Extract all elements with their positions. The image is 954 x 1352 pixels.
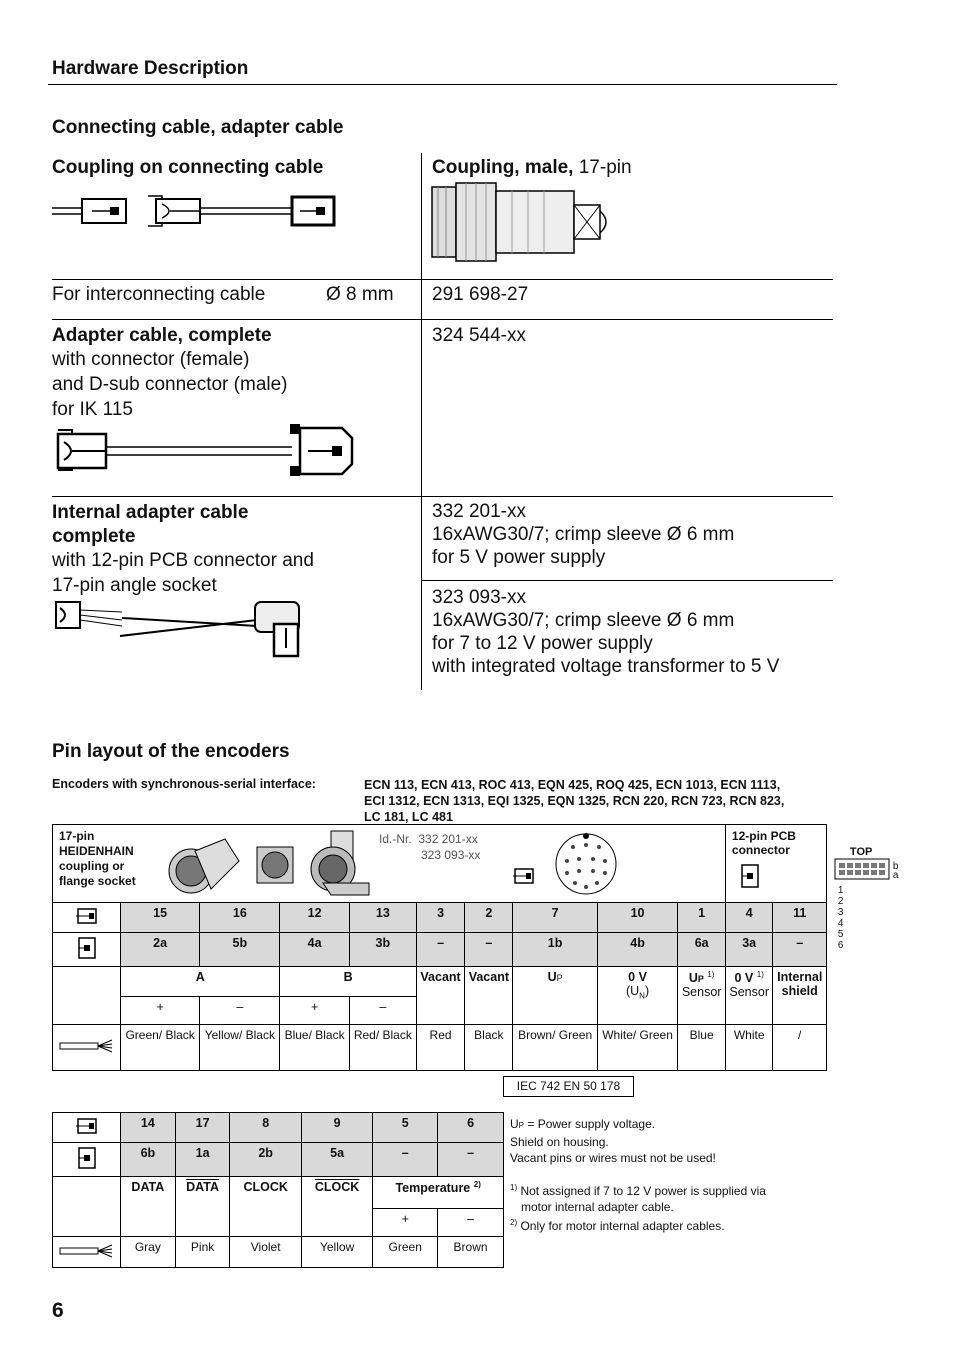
signal-clock-inverted: CLOCK bbox=[301, 1177, 372, 1237]
row-divider bbox=[52, 319, 833, 320]
pcb-pin: – bbox=[773, 933, 827, 967]
signal-temperature: Temperature $^{2)}$ bbox=[373, 1177, 504, 1209]
wire-color: Red bbox=[416, 1025, 464, 1071]
adapter-id: 324 544-xx bbox=[432, 325, 527, 346]
adapter-line: and D-sub connector (male) bbox=[52, 374, 288, 395]
wire-color: Yellow bbox=[301, 1237, 372, 1268]
coupling-symbol-icon bbox=[76, 907, 98, 925]
pcb-pin: – bbox=[465, 933, 513, 967]
pcb-pin: 6a bbox=[678, 933, 726, 967]
signal-vacant: Vacant bbox=[416, 967, 464, 1025]
coupling-symbol-icon bbox=[513, 867, 535, 885]
note-vacant: Vacant pins or wires must not be used! bbox=[510, 1151, 716, 1165]
footnote-1: $^{1)}$ Not assigned if 7 to 12 V power is supplied via bbox=[510, 1183, 766, 1198]
coupling-right-title: Coupling, male, 17-pin bbox=[432, 157, 632, 178]
pin-table-2 bbox=[52, 1112, 504, 1268]
pin-number: 10 bbox=[597, 903, 678, 933]
pin-number: 5 bbox=[373, 1113, 438, 1143]
adapter-line: for IK 115 bbox=[52, 399, 133, 420]
signal-label-cell bbox=[53, 967, 121, 1025]
pcb-pin: 1a bbox=[175, 1143, 230, 1177]
coupling-left-title: Coupling on connecting cable bbox=[52, 157, 324, 178]
coupling-symbol-cell bbox=[53, 903, 121, 933]
pcb-symbol-icon bbox=[740, 863, 762, 889]
signal-up: UP bbox=[513, 967, 597, 1025]
internal-line: 17-pin angle socket bbox=[52, 575, 217, 596]
wire-bundle-icon bbox=[60, 1244, 114, 1258]
adapter-title: Adapter cable, complete bbox=[52, 325, 272, 346]
pin-diagram-icon bbox=[553, 831, 619, 897]
pin-number: 7 bbox=[513, 903, 597, 933]
pcb-pin: 6b bbox=[121, 1143, 176, 1177]
pcb-pin: 5b bbox=[200, 933, 280, 967]
internal-option-1: 332 201-xx 16xAWG30/7; crimp sleeve Ø 6 mm for 5 V power supply bbox=[432, 501, 735, 568]
signal-a: A bbox=[121, 967, 280, 997]
pcb-pin: 2a bbox=[121, 933, 200, 967]
wire-color: Pink bbox=[175, 1237, 230, 1268]
signal-data: DATA bbox=[121, 1177, 176, 1237]
wire-symbol-cell bbox=[53, 1237, 121, 1268]
header-rule bbox=[48, 84, 837, 85]
flange-socket-icon bbox=[253, 843, 297, 889]
polarity: + bbox=[280, 997, 349, 1025]
pin-number: 15 bbox=[121, 903, 200, 933]
straight-coupling-icon bbox=[165, 831, 245, 897]
polarity: – bbox=[438, 1209, 504, 1237]
pcb-pin: 4b bbox=[597, 933, 678, 967]
footnote-2: $^{2)}$ Only for motor internal adapter cables. bbox=[510, 1218, 725, 1233]
pin-number: 11 bbox=[773, 903, 827, 933]
page-header-title: Hardware Description bbox=[52, 58, 249, 79]
wire-symbol-cell bbox=[53, 1025, 121, 1071]
interface-label: Encoders with synchronous-serial interface: bbox=[52, 777, 316, 791]
encoder-list: ECN 113, ECN 413, ROC 413, EQN 425, ROQ 425, ECN 1013, ECN 1113, ECI 1312, ECN 1313, EQI 1325, EQN 1325, RCN 220, RCN 723, RCN 823, LC 181, LC 481 bbox=[364, 778, 785, 824]
row-divider bbox=[422, 580, 833, 581]
signal-0v: 0 V $(U_N)$ bbox=[597, 967, 678, 1025]
pcb-pin: 2b bbox=[230, 1143, 301, 1177]
pcb-pin: 1b bbox=[513, 933, 597, 967]
wire-color: White bbox=[725, 1025, 773, 1071]
internal-line: with 12-pin PCB connector and bbox=[52, 550, 314, 571]
wire-color: Green/ Black bbox=[121, 1025, 200, 1071]
coupling-cable-drawing bbox=[52, 192, 342, 232]
pin-number: 13 bbox=[349, 903, 416, 933]
notes bbox=[510, 1116, 766, 1234]
polarity: + bbox=[121, 997, 200, 1025]
coupling-symbol-cell bbox=[53, 1113, 121, 1143]
polarity: – bbox=[349, 997, 416, 1025]
page-number: 6 bbox=[52, 1299, 64, 1322]
pcb-pin: 5a bbox=[301, 1143, 372, 1177]
pin-number: 1 bbox=[678, 903, 726, 933]
wire-color: Violet bbox=[230, 1237, 301, 1268]
pin-number: 12 bbox=[280, 903, 349, 933]
note-power: UP = Power supply voltage. bbox=[510, 1117, 656, 1131]
pin-number: 3 bbox=[416, 903, 464, 933]
pin-number: 4 bbox=[725, 903, 773, 933]
pcb-pin: – bbox=[438, 1143, 504, 1177]
column-divider bbox=[421, 153, 422, 690]
interconnect-label: For interconnecting cable bbox=[52, 284, 266, 305]
pcb-pin: 3b bbox=[349, 933, 416, 967]
wire-color: Blue bbox=[678, 1025, 726, 1071]
signal-internal-shield: Internal shield bbox=[773, 967, 827, 1025]
wire-color: Gray bbox=[121, 1237, 176, 1268]
pcb-pin: – bbox=[373, 1143, 438, 1177]
pin-number: 16 bbox=[200, 903, 280, 933]
wire-color: White/ Green bbox=[597, 1025, 678, 1071]
signal-vacant: Vacant bbox=[465, 967, 513, 1025]
signal-data-inverted: DATA bbox=[175, 1177, 230, 1237]
signal-0v-sensor: 0 V $^{1)}$ Sensor bbox=[725, 967, 773, 1025]
signal-clock: CLOCK bbox=[230, 1177, 301, 1237]
adapter-cable-drawing bbox=[52, 420, 357, 482]
row-divider bbox=[52, 279, 833, 280]
polarity: + bbox=[373, 1209, 438, 1237]
pcb-connector-cell: 12-pin PCB connector TOP b a 1 2 3 4 5 6 bbox=[725, 825, 826, 903]
wire-color: Brown bbox=[438, 1237, 504, 1268]
coupling-symbol-icon bbox=[76, 1117, 98, 1135]
internal-title: Internal adapter cable complete bbox=[52, 502, 249, 547]
section-title: Connecting cable, adapter cable bbox=[52, 117, 344, 138]
adapter-line: with connector (female) bbox=[52, 349, 250, 370]
iec-standard-label: IEC 742 EN 50 178 bbox=[503, 1076, 634, 1097]
connector-cell: 17-pin HEIDENHAIN coupling or flange socket Id.-Nr. 332 201-xx 323 093-xx bbox=[53, 825, 726, 903]
wire-bundle-icon bbox=[60, 1039, 114, 1053]
pin-number: 9 bbox=[301, 1113, 372, 1143]
internal-option-2: 323 093-xx 16xAWG30/7; crimp sleeve Ø 6 mm for 7 to 12 V power supply with integrated voltage transformer to 5 V bbox=[432, 587, 780, 677]
signal-b: B bbox=[280, 967, 416, 997]
polarity: – bbox=[200, 997, 280, 1025]
wire-color: / bbox=[773, 1025, 827, 1071]
male-coupling-drawing bbox=[432, 181, 617, 267]
pcb-symbol-icon bbox=[77, 936, 97, 960]
wire-color: Black bbox=[465, 1025, 513, 1071]
interconnect-id: 291 698-27 bbox=[432, 284, 529, 305]
internal-cable-drawing bbox=[52, 596, 312, 662]
pin-number: 6 bbox=[438, 1113, 504, 1143]
wire-color: Blue/ Black bbox=[280, 1025, 349, 1071]
pcb-connector-diagram bbox=[834, 858, 892, 886]
signal-label-cell bbox=[53, 1177, 121, 1237]
pin-number: 8 bbox=[230, 1113, 301, 1143]
signal-up-sensor: UP $^{1)}$ Sensor bbox=[678, 967, 726, 1025]
pcb-pin: – bbox=[416, 933, 464, 967]
pin-table bbox=[52, 824, 899, 1071]
pcb-symbol-icon bbox=[77, 1146, 97, 1170]
wire-color: Brown/ Green bbox=[513, 1025, 597, 1071]
pcb-pin: 3a bbox=[725, 933, 773, 967]
angle-socket-icon bbox=[303, 829, 375, 901]
note-shield: Shield on housing. bbox=[510, 1135, 609, 1149]
row-divider bbox=[52, 496, 833, 497]
wire-color: Red/ Black bbox=[349, 1025, 416, 1071]
pin-layout-title: Pin layout of the encoders bbox=[52, 741, 290, 762]
wire-color: Green bbox=[373, 1237, 438, 1268]
footnote-1-cont: motor internal adapter cable. bbox=[521, 1200, 674, 1214]
pcb-symbol-cell bbox=[53, 1143, 121, 1177]
pcb-symbol-cell bbox=[53, 933, 121, 967]
wire-color: Yellow/ Black bbox=[200, 1025, 280, 1071]
pcb-pin: 4a bbox=[280, 933, 349, 967]
interconnect-diameter: Ø 8 mm bbox=[326, 284, 394, 305]
pin-number: 2 bbox=[465, 903, 513, 933]
pin-number: 17 bbox=[175, 1113, 230, 1143]
pin-number: 14 bbox=[121, 1113, 176, 1143]
